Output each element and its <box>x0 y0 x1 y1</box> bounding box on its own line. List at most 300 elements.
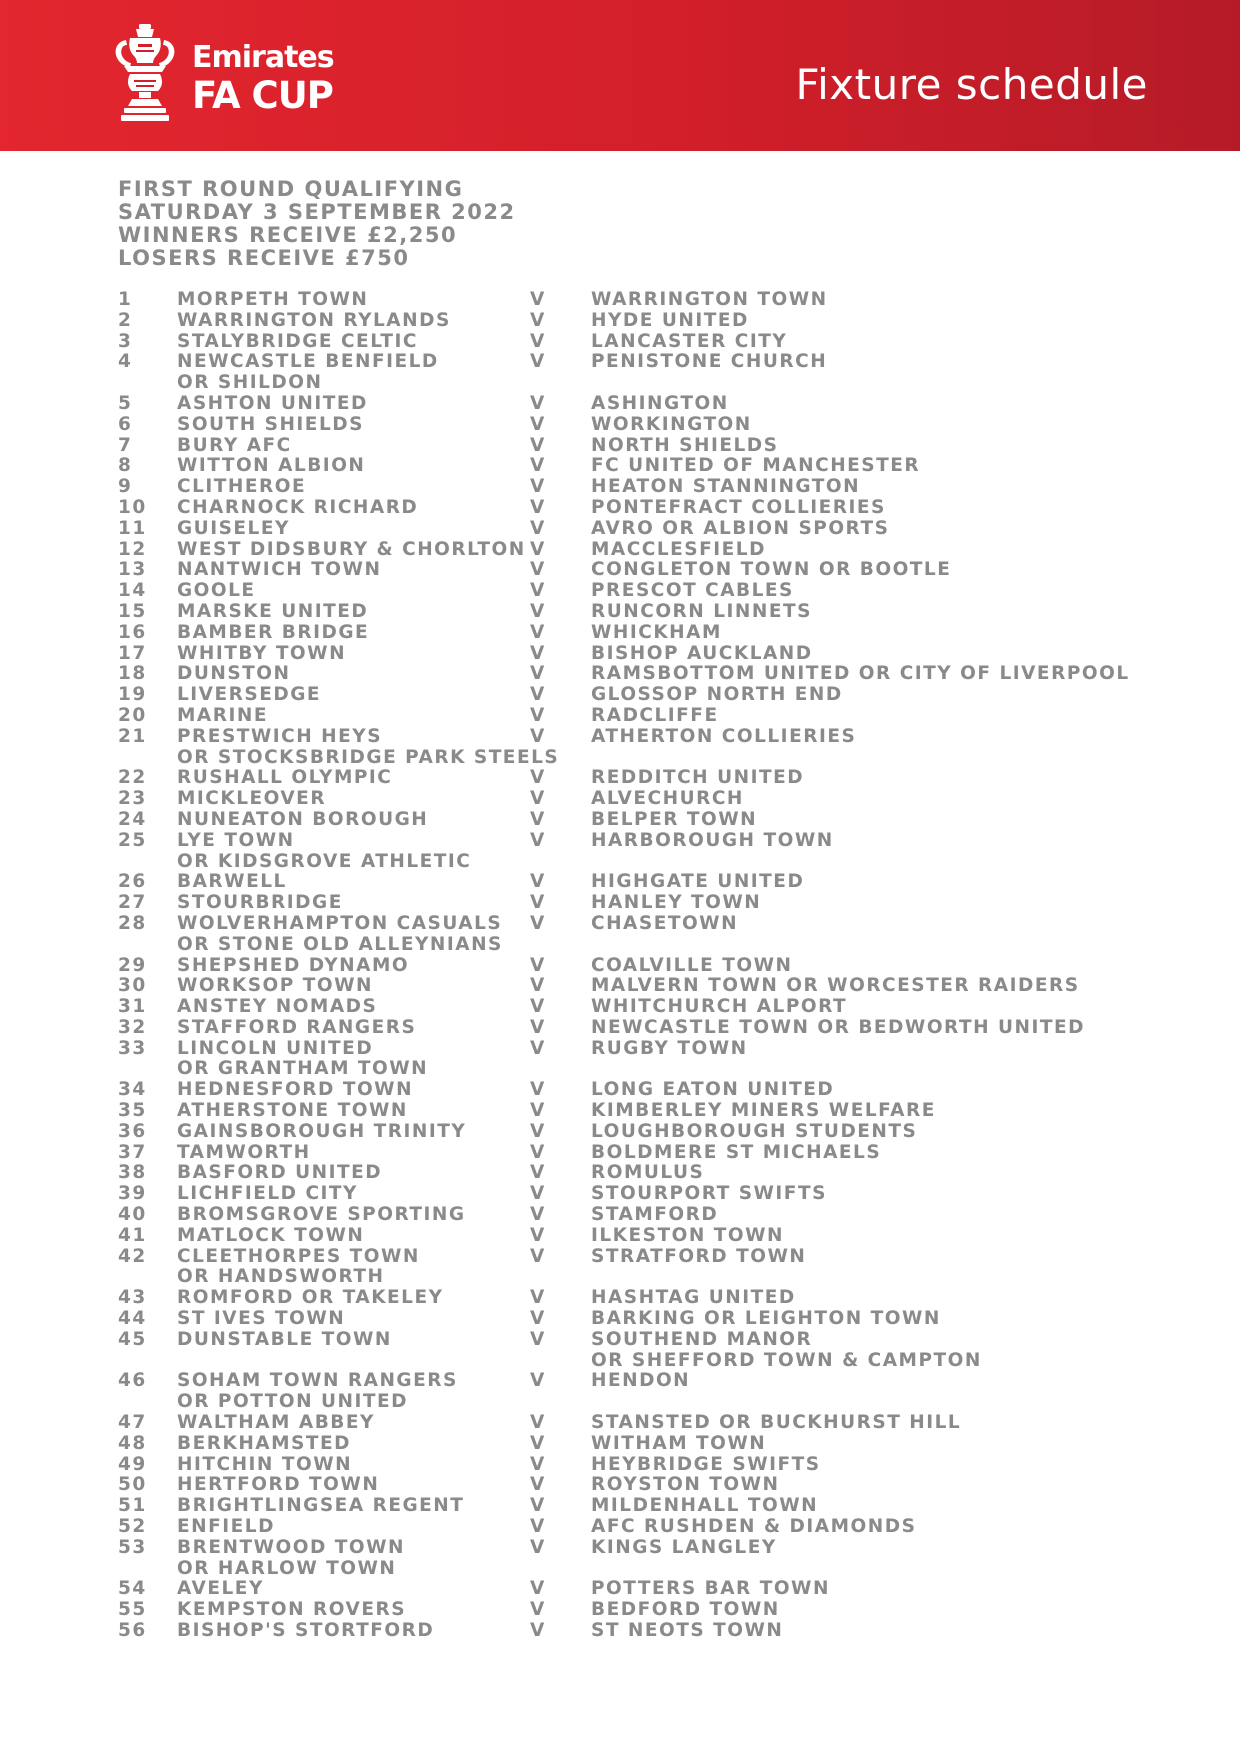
home-team: OR STOCKSBRIDGE PARK STEELS <box>177 746 560 768</box>
home-team: DUNSTON <box>177 663 291 685</box>
fixture-number: 48 <box>118 1432 147 1454</box>
versus-marker: V <box>530 767 546 789</box>
versus-marker: V <box>530 996 546 1018</box>
versus-marker: V <box>530 1162 546 1184</box>
away-team: ROYSTON TOWN <box>591 1474 780 1496</box>
away-team: BOLDMERE ST MICHAELS <box>591 1141 882 1163</box>
versus-marker: V <box>530 1578 546 1600</box>
home-team: BRENTWOOD TOWN <box>177 1536 405 1558</box>
fixture-number: 3 <box>118 330 133 352</box>
fixture-number: 52 <box>118 1516 147 1538</box>
versus-marker: V <box>530 704 546 726</box>
versus-marker: V <box>530 413 546 435</box>
fixture-row <box>118 373 1158 394</box>
home-team: WORKSOP TOWN <box>177 975 373 997</box>
home-team: WALTHAM ABBEY <box>177 1412 375 1434</box>
fixture-row <box>118 623 1158 644</box>
versus-marker: V <box>530 1474 546 1496</box>
fixture-number: 8 <box>118 455 133 477</box>
away-team: HIGHGATE UNITED <box>591 871 805 893</box>
away-team: LONG EATON UNITED <box>591 1079 835 1101</box>
home-team: OR HANDSWORTH <box>177 1266 385 1288</box>
away-team: WARRINGTON TOWN <box>591 289 828 310</box>
fixture-row <box>118 1247 1158 1268</box>
away-team: LANCASTER CITY <box>591 330 788 352</box>
away-team: BARKING OR LEIGHTON TOWN <box>591 1308 941 1330</box>
home-team: GUISELEY <box>177 517 290 539</box>
away-team: FC UNITED OF MANCHESTER <box>591 455 921 477</box>
fixture-number: 12 <box>118 538 147 560</box>
header-banner <box>0 0 1240 151</box>
versus-marker: V <box>530 476 546 498</box>
fixture-row <box>118 519 1158 540</box>
home-team: BAMBER BRIDGE <box>177 621 370 643</box>
versus-marker: V <box>530 1016 546 1038</box>
versus-marker: V <box>530 580 546 602</box>
fixture-number: 32 <box>118 1016 147 1038</box>
fixture-row <box>118 332 1158 353</box>
versus-marker: V <box>530 1079 546 1101</box>
fixture-row <box>118 1039 1158 1060</box>
versus-marker: V <box>530 1308 546 1330</box>
fixture-number: 22 <box>118 767 147 789</box>
away-team: BISHOP AUCKLAND <box>591 642 813 664</box>
fixture-number: 26 <box>118 871 147 893</box>
fixture-row <box>118 1496 1158 1517</box>
fixture-row <box>118 1579 1158 1600</box>
versus-marker: V <box>530 538 546 560</box>
away-team: OR SHEFFORD TOWN & CAMPTON <box>591 1349 982 1371</box>
fixture-number: 44 <box>118 1308 147 1330</box>
home-team: OR POTTON UNITED <box>177 1391 409 1413</box>
versus-marker: V <box>530 559 546 581</box>
away-team: PRESCOT CABLES <box>591 580 794 602</box>
losers-prize: LOSERS RECEIVE £750 <box>118 246 410 270</box>
fixture-number: 54 <box>118 1578 147 1600</box>
fixture-row <box>118 1559 1158 1580</box>
away-team: HEYBRIDGE SWIFTS <box>591 1453 821 1475</box>
away-team: ST NEOTS TOWN <box>591 1620 784 1641</box>
home-team: BRIGHTLINGSEA REGENT <box>177 1495 465 1517</box>
home-team: AVELEY <box>177 1578 264 1600</box>
home-team: LYE TOWN <box>177 829 295 851</box>
home-team: BERKHAMSTED <box>177 1432 351 1454</box>
fixture-number: 10 <box>118 496 147 518</box>
fixture-row <box>118 831 1158 852</box>
away-team: AVRO OR ALBION SPORTS <box>591 517 890 539</box>
home-team: CHARNOCK RICHARD <box>177 496 419 518</box>
fixture-number: 4 <box>118 351 133 373</box>
away-team: NORTH SHIELDS <box>591 434 779 456</box>
fixture-number: 1 <box>118 289 133 310</box>
home-team: HITCHIN TOWN <box>177 1453 353 1475</box>
fixture-row <box>118 1184 1158 1205</box>
fixture-row <box>118 644 1158 665</box>
home-team: MATLOCK TOWN <box>177 1224 365 1246</box>
away-team: RUNCORN LINNETS <box>591 600 812 622</box>
home-team: DUNSTABLE TOWN <box>177 1328 392 1350</box>
fixture-number: 6 <box>118 413 133 435</box>
away-team: RUGBY TOWN <box>591 1037 748 1059</box>
versus-marker: V <box>530 684 546 706</box>
fixture-row <box>118 748 1158 769</box>
fixture-number: 14 <box>118 580 147 602</box>
fixture-row <box>118 789 1158 810</box>
versus-marker: V <box>530 621 546 643</box>
home-team: LINCOLN UNITED <box>177 1037 374 1059</box>
fixture-row <box>118 394 1158 415</box>
away-team: SOUTHEND MANOR <box>591 1328 813 1350</box>
fixture-number: 55 <box>118 1599 147 1621</box>
fixture-row <box>118 852 1158 873</box>
home-team: ANSTEY NOMADS <box>177 996 378 1018</box>
versus-marker: V <box>530 1599 546 1621</box>
page-title: Fixture schedule <box>795 60 1148 109</box>
versus-marker: V <box>530 309 546 331</box>
fixture-row <box>118 415 1158 436</box>
logo-title-text: FA CUP <box>192 74 333 117</box>
away-team: KIMBERLEY MINERS WELFARE <box>591 1100 936 1122</box>
fixture-row <box>118 311 1158 332</box>
fixture-number: 9 <box>118 476 133 498</box>
fa-cup-trophy-icon <box>112 24 178 124</box>
home-team: WEST DIDSBURY & CHORLTON <box>177 538 526 560</box>
home-team: WARRINGTON RYLANDS <box>177 309 451 331</box>
versus-marker: V <box>530 1432 546 1454</box>
home-team: TAMWORTH <box>177 1141 311 1163</box>
away-team: RADCLIFFE <box>591 704 719 726</box>
fixture-number: 42 <box>118 1245 147 1267</box>
fixture-row <box>118 540 1158 561</box>
home-team: OR SHILDON <box>177 372 323 394</box>
fixture-row <box>118 872 1158 893</box>
away-team: STRATFORD TOWN <box>591 1245 807 1267</box>
home-team: GAINSBOROUGH TRINITY <box>177 1120 467 1142</box>
logo-sponsor-text: Emirates <box>192 40 334 75</box>
versus-marker: V <box>530 808 546 830</box>
home-team: NEWCASTLE BENFIELD <box>177 351 439 373</box>
fixture-number: 15 <box>118 600 147 622</box>
fixture-number: 24 <box>118 808 147 830</box>
fixture-row <box>118 1101 1158 1122</box>
away-team: BELPER TOWN <box>591 808 758 830</box>
fixture-row <box>118 1163 1158 1184</box>
home-team: GOOLE <box>177 580 256 602</box>
home-team: BROMSGROVE SPORTING <box>177 1204 466 1226</box>
home-team: NUNEATON BOROUGH <box>177 808 429 830</box>
away-team: MILDENHALL TOWN <box>591 1495 819 1517</box>
fixture-number: 11 <box>118 517 147 539</box>
fixture-row <box>118 1351 1158 1372</box>
home-team: SOUTH SHIELDS <box>177 413 364 435</box>
versus-marker: V <box>530 892 546 914</box>
round-date: SATURDAY 3 SEPTEMBER 2022 <box>118 200 516 224</box>
home-team: ST IVES TOWN <box>177 1308 346 1330</box>
versus-marker: V <box>530 954 546 976</box>
home-team: OR GRANTHAM TOWN <box>177 1058 429 1080</box>
fixture-number: 20 <box>118 704 147 726</box>
fixture-row <box>118 436 1158 457</box>
away-team: HEATON STANNINGTON <box>591 476 861 498</box>
home-team: LIVERSEDGE <box>177 684 322 706</box>
home-team: RUSHALL OLYMPIC <box>177 767 393 789</box>
fixture-row <box>118 1309 1158 1330</box>
fixture-row <box>118 1330 1158 1351</box>
fixture-row <box>118 976 1158 997</box>
versus-marker: V <box>530 871 546 893</box>
away-team: HANLEY TOWN <box>591 892 762 914</box>
fixture-row <box>118 290 1158 311</box>
home-team: SOHAM TOWN RANGERS <box>177 1370 458 1392</box>
home-team: WOLVERHAMPTON CASUALS <box>177 912 503 934</box>
fixture-row <box>118 581 1158 602</box>
fixture-number: 19 <box>118 684 147 706</box>
versus-marker: V <box>530 1120 546 1142</box>
fixture-number: 34 <box>118 1079 147 1101</box>
fixture-number: 27 <box>118 892 147 914</box>
away-team: POTTERS BAR TOWN <box>591 1578 830 1600</box>
versus-marker: V <box>530 1620 546 1641</box>
home-team: CLITHEROE <box>177 476 307 498</box>
home-team: BISHOP'S STORTFORD <box>177 1620 435 1641</box>
fixture-number: 25 <box>118 829 147 851</box>
home-team: MARINE <box>177 704 268 726</box>
home-team: ENFIELD <box>177 1516 275 1538</box>
fixture-row <box>118 768 1158 789</box>
round-name: FIRST ROUND QUALIFYING <box>118 177 464 201</box>
fixture-row <box>118 1122 1158 1143</box>
fixture-row <box>118 352 1158 373</box>
away-team: RAMSBOTTOM UNITED OR CITY OF LIVERPOOL <box>591 663 1130 685</box>
fixture-number: 2 <box>118 309 133 331</box>
away-team: WITHAM TOWN <box>591 1432 767 1454</box>
fixture-row <box>118 602 1158 623</box>
fixture-row <box>118 1455 1158 1476</box>
versus-marker: V <box>530 788 546 810</box>
fixture-row <box>118 1517 1158 1538</box>
versus-marker: V <box>530 1287 546 1309</box>
fixture-number: 51 <box>118 1495 147 1517</box>
away-team: AFC RUSHDEN & DIAMONDS <box>591 1516 917 1538</box>
fixture-row <box>118 956 1158 977</box>
away-team: GLOSSOP NORTH END <box>591 684 843 706</box>
fixture-row <box>118 1288 1158 1309</box>
home-team: ATHERSTONE TOWN <box>177 1100 408 1122</box>
versus-marker: V <box>530 1204 546 1226</box>
fixture-row <box>118 498 1158 519</box>
away-team: MACCLESFIELD <box>591 538 766 560</box>
away-team: REDDITCH UNITED <box>591 767 805 789</box>
versus-marker: V <box>530 642 546 664</box>
away-team: HARBOROUGH TOWN <box>591 829 834 851</box>
fixture-number: 50 <box>118 1474 147 1496</box>
away-team: WHICKHAM <box>591 621 722 643</box>
home-team: LICHFIELD CITY <box>177 1183 358 1205</box>
away-team: WHITCHURCH ALPORT <box>591 996 848 1018</box>
home-team: OR STONE OLD ALLEYNIANS <box>177 933 503 955</box>
home-team: SHEPSHED DYNAMO <box>177 954 410 976</box>
versus-marker: V <box>530 496 546 518</box>
fixture-row <box>118 1143 1158 1164</box>
fixture-row <box>118 1226 1158 1247</box>
versus-marker: V <box>530 663 546 685</box>
fixture-row <box>118 560 1158 581</box>
away-team: HENDON <box>591 1370 691 1392</box>
versus-marker: V <box>530 1516 546 1538</box>
fixture-number: 35 <box>118 1100 147 1122</box>
home-team: WITTON ALBION <box>177 455 366 477</box>
fixture-row <box>118 706 1158 727</box>
home-team: KEMPSTON ROVERS <box>177 1599 407 1621</box>
away-team: ASHINGTON <box>591 392 729 414</box>
away-team: LOUGHBOROUGH STUDENTS <box>591 1120 918 1142</box>
versus-marker: V <box>530 289 546 310</box>
fixture-row <box>118 1392 1158 1413</box>
fixture-row <box>118 1080 1158 1101</box>
versus-marker: V <box>530 975 546 997</box>
home-team: ASHTON UNITED <box>177 392 368 414</box>
fixture-row <box>118 1267 1158 1288</box>
versus-marker: V <box>530 1100 546 1122</box>
versus-marker: V <box>530 1245 546 1267</box>
versus-marker: V <box>530 1224 546 1246</box>
fixture-row <box>118 1434 1158 1455</box>
fixture-number: 47 <box>118 1412 147 1434</box>
versus-marker: V <box>530 1037 546 1059</box>
fixture-number: 39 <box>118 1183 147 1205</box>
fixture-number: 46 <box>118 1370 147 1392</box>
home-team: OR HARLOW TOWN <box>177 1557 397 1579</box>
fixture-row <box>118 685 1158 706</box>
away-team: WORKINGTON <box>591 413 752 435</box>
fixture-number: 45 <box>118 1328 147 1350</box>
home-team: MARSKE UNITED <box>177 600 369 622</box>
home-team: MORPETH TOWN <box>177 289 369 310</box>
versus-marker: V <box>530 1141 546 1163</box>
versus-marker: V <box>530 351 546 373</box>
versus-marker: V <box>530 1183 546 1205</box>
fixture-number: 18 <box>118 663 147 685</box>
fixture-row <box>118 664 1158 685</box>
fixture-number: 53 <box>118 1536 147 1558</box>
fixture-number: 16 <box>118 621 147 643</box>
fixture-number: 43 <box>118 1287 147 1309</box>
away-team: STANSTED OR BUCKHURST HILL <box>591 1412 962 1434</box>
fixture-number: 29 <box>118 954 147 976</box>
away-team: PONTEFRACT COLLIERIES <box>591 496 886 518</box>
versus-marker: V <box>530 1370 546 1392</box>
home-team: STOURBRIDGE <box>177 892 343 914</box>
away-team: HYDE UNITED <box>591 309 749 331</box>
versus-marker: V <box>530 912 546 934</box>
fixture-row <box>118 1475 1158 1496</box>
fixture-row <box>118 1600 1158 1621</box>
versus-marker: V <box>530 1453 546 1475</box>
round-info <box>118 178 516 270</box>
versus-marker: V <box>530 600 546 622</box>
away-team: ATHERTON COLLIERIES <box>591 725 857 747</box>
fixture-row <box>118 1621 1158 1642</box>
away-team: COALVILLE TOWN <box>591 954 793 976</box>
fixture-row <box>118 477 1158 498</box>
winners-prize: WINNERS RECEIVE £2,250 <box>118 223 458 247</box>
versus-marker: V <box>530 1328 546 1350</box>
fixture-number: 38 <box>118 1162 147 1184</box>
home-team: BURY AFC <box>177 434 292 456</box>
away-team: BEDFORD TOWN <box>591 1599 780 1621</box>
home-team: BARWELL <box>177 871 287 893</box>
versus-marker: V <box>530 517 546 539</box>
home-team: HEDNESFORD TOWN <box>177 1079 414 1101</box>
away-team: HASHTAG UNITED <box>591 1287 796 1309</box>
fixture-row <box>118 456 1158 477</box>
home-team: CLEETHORPES TOWN <box>177 1245 420 1267</box>
home-team: STALYBRIDGE CELTIC <box>177 330 418 352</box>
home-team: OR KIDSGROVE ATHLETIC <box>177 850 472 872</box>
versus-marker: V <box>530 1495 546 1517</box>
home-team: BASFORD UNITED <box>177 1162 383 1184</box>
versus-marker: V <box>530 1536 546 1558</box>
versus-marker: V <box>530 455 546 477</box>
versus-marker: V <box>530 434 546 456</box>
fixture-row <box>118 1538 1158 1559</box>
home-team: WHITBY TOWN <box>177 642 347 664</box>
away-team: ILKESTON TOWN <box>591 1224 784 1246</box>
fixture-number: 7 <box>118 434 133 456</box>
fixture-number: 33 <box>118 1037 147 1059</box>
versus-marker: V <box>530 829 546 851</box>
fixture-row <box>118 1059 1158 1080</box>
away-team: ROMULUS <box>591 1162 705 1184</box>
home-team: ROMFORD OR TAKELEY <box>177 1287 444 1309</box>
away-team: PENISTONE CHURCH <box>591 351 828 373</box>
fixture-row <box>118 1371 1158 1392</box>
away-team: ALVECHURCH <box>591 788 744 810</box>
versus-marker: V <box>530 1412 546 1434</box>
fixture-number: 28 <box>118 912 147 934</box>
fixture-number: 30 <box>118 975 147 997</box>
away-team: CONGLETON TOWN OR BOOTLE <box>591 559 952 581</box>
fixture-row <box>118 1018 1158 1039</box>
fixture-row <box>118 1205 1158 1226</box>
fixture-number: 13 <box>118 559 147 581</box>
away-team: STOURPORT SWIFTS <box>591 1183 827 1205</box>
fixture-number: 21 <box>118 725 147 747</box>
versus-marker: V <box>530 725 546 747</box>
fixture-row <box>118 914 1158 935</box>
fixture-list <box>118 290 1158 1642</box>
home-team: PRESTWICH HEYS <box>177 725 383 747</box>
home-team: STAFFORD RANGERS <box>177 1016 417 1038</box>
home-team: MICKLEOVER <box>177 788 327 810</box>
fixture-row <box>118 935 1158 956</box>
fixture-row <box>118 1413 1158 1434</box>
away-team: NEWCASTLE TOWN OR BEDWORTH UNITED <box>591 1016 1086 1038</box>
fixture-row <box>118 810 1158 831</box>
fixture-number: 41 <box>118 1224 147 1246</box>
fixture-number: 23 <box>118 788 147 810</box>
away-team: KINGS LANGLEY <box>591 1536 777 1558</box>
away-team: CHASETOWN <box>591 912 739 934</box>
fixture-number: 56 <box>118 1620 147 1641</box>
home-team: HERTFORD TOWN <box>177 1474 380 1496</box>
fixture-number: 37 <box>118 1141 147 1163</box>
fixture-row <box>118 997 1158 1018</box>
fixture-row <box>118 893 1158 914</box>
away-team: STAMFORD <box>591 1204 719 1226</box>
fixture-number: 49 <box>118 1453 147 1475</box>
emirates-fa-cup-logo <box>112 24 352 129</box>
